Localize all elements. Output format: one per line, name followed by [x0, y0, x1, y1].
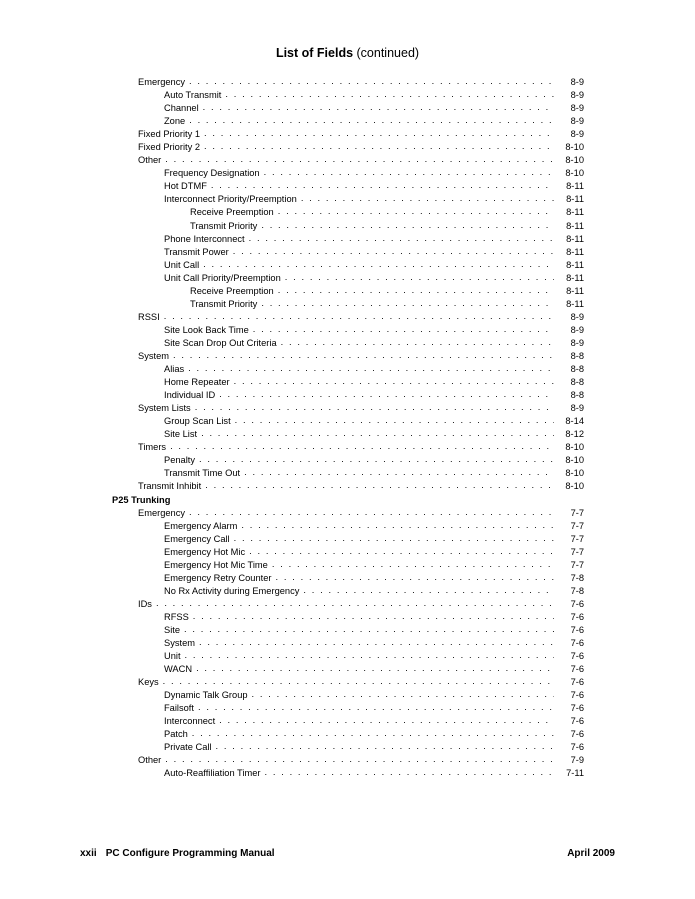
footer-date: April 2009 [567, 848, 615, 859]
toc-leader-dots [204, 140, 554, 153]
toc-entry-label: Site Scan Drop Out Criteria [164, 337, 277, 348]
toc-leader-dots [249, 232, 554, 245]
toc-entry-page-number: 8-14 [565, 416, 584, 427]
toc-entry-label: Hot DTMF [164, 181, 207, 192]
toc-leader-dots [301, 192, 554, 205]
toc-entry-label: P25 Trunking [112, 494, 171, 505]
toc-entry-label: System [138, 350, 169, 361]
table-of-contents [112, 76, 584, 781]
toc-leader-dots [173, 349, 554, 362]
toc-leader-dots [241, 519, 554, 532]
toc-entry-label: Transmit Priority [190, 220, 258, 231]
toc-entry-label: Receive Preemption [190, 207, 274, 218]
toc-entry-label: Frequency Designation [164, 168, 260, 179]
toc-entry-label: Transmit Time Out [164, 468, 241, 479]
toc-entry-page-number: 8-9 [570, 311, 584, 322]
toc-entry-page-number: 7-6 [570, 598, 584, 609]
toc-leader-dots [188, 362, 554, 375]
toc-entry-label: Unit Call Priority/Preemption [164, 272, 281, 283]
toc-entry-page-number: 7-8 [570, 585, 584, 596]
page-title-continued: (continued) [356, 46, 420, 60]
toc-entry-page-number: 8-9 [570, 403, 584, 414]
toc-leader-dots [275, 571, 554, 584]
toc-entry-page-number: 8-11 [566, 181, 584, 192]
toc-entry-page-number: 8-8 [570, 390, 584, 401]
toc-entry-page-number: 8-8 [570, 377, 584, 388]
toc-leader-dots [234, 375, 554, 388]
toc-entry-page-number: 8-9 [570, 129, 584, 140]
toc-leader-dots [261, 297, 554, 310]
toc-entry-page-number: 8-9 [570, 103, 584, 114]
toc-entry-page-number: 7-6 [570, 742, 584, 753]
toc-leader-dots [211, 179, 554, 192]
toc-leader-dots [225, 88, 554, 101]
toc-leader-dots [233, 245, 554, 258]
toc-leader-dots [216, 740, 554, 753]
toc-leader-dots [184, 623, 554, 636]
toc-entry-label: Site List [164, 429, 198, 440]
toc-entry-label: Individual ID [164, 390, 216, 401]
toc-leader-dots [170, 440, 554, 453]
toc-leader-dots [264, 166, 554, 179]
page-footer [80, 848, 615, 859]
toc-entry-label: RFSS [164, 611, 189, 622]
toc-entry-page-number: 8-11 [566, 259, 584, 270]
toc-leader-dots [189, 114, 554, 127]
toc-entry-page-number: 8-11 [566, 220, 584, 231]
toc-entry-label: Emergency Call [164, 533, 230, 544]
toc-leader-dots [235, 414, 554, 427]
toc-leader-dots [189, 75, 554, 88]
toc-entry-label: Patch [164, 729, 188, 740]
toc-leader-dots [278, 205, 554, 218]
toc-entry-page-number: 7-11 [566, 768, 584, 779]
toc-entry-page-number: 7-6 [570, 611, 584, 622]
toc-entry-label: Emergency [138, 507, 186, 518]
toc-entry-page-number: 8-10 [565, 168, 584, 179]
toc-entry-label: Interconnect Priority/Preemption [164, 194, 297, 205]
toc-entry-label: Private Call [164, 742, 212, 753]
toc-entry-label: Alias [164, 364, 185, 375]
toc-leader-dots [201, 427, 554, 440]
toc-leader-dots [189, 506, 554, 519]
toc-entry-page-number: 8-10 [565, 155, 584, 166]
toc-leader-dots [281, 336, 554, 349]
toc-entry-page-number: 7-7 [570, 533, 584, 544]
toc-entry-label: Transmit Inhibit [138, 481, 202, 492]
toc-leader-dots [264, 766, 554, 779]
toc-leader-dots [165, 153, 554, 166]
toc-entry-label: WACN [164, 664, 193, 675]
toc-leader-dots [203, 101, 554, 114]
toc-entry-label: Emergency Alarm [164, 520, 238, 531]
toc-leader-dots [165, 753, 554, 766]
toc-entry-page-number: 8-10 [565, 468, 584, 479]
toc-entry-label: Zone [164, 116, 186, 127]
toc-entry-label: Phone Interconnect [164, 233, 245, 244]
toc-entry-page-number: 7-6 [570, 624, 584, 635]
toc-leader-dots [244, 466, 554, 479]
page-title-text: List of Fields [275, 46, 354, 60]
toc-entry-page-number: 8-11 [566, 246, 584, 257]
toc-leader-dots [164, 310, 554, 323]
toc-leader-dots [156, 597, 554, 610]
toc-entry-page-number: 7-6 [570, 677, 584, 688]
toc-entry-label: Fixed Priority 2 [138, 142, 200, 153]
toc-entry-label: Fixed Priority 1 [138, 129, 200, 140]
toc-entry-page-number: 8-10 [565, 481, 584, 492]
toc-entry-page-number: 7-7 [570, 520, 584, 531]
toc-entry-page-number: 7-7 [570, 559, 584, 570]
toc-leader-dots [199, 636, 554, 649]
toc-entry-page-number: 8-10 [565, 142, 584, 153]
toc-entry-label: Transmit Priority [190, 298, 258, 309]
toc-entry-page-number: 8-11 [566, 285, 584, 296]
toc-entry-label: Dynamic Talk Group [164, 690, 248, 701]
toc-leader-dots [272, 558, 554, 571]
toc-entry-label: Site Look Back Time [164, 324, 249, 335]
toc-entry-page-number: 7-7 [570, 507, 584, 518]
toc-leader-dots [199, 453, 554, 466]
toc-leader-dots [219, 388, 554, 401]
toc-entry-page-number: 7-6 [570, 690, 584, 701]
toc-leader-dots [198, 701, 554, 714]
toc-leader-dots [278, 284, 554, 297]
toc-entry-page-number: 8-11 [566, 233, 584, 244]
toc-entry-page-number: 8-10 [565, 442, 584, 453]
toc-leader-dots [261, 219, 554, 232]
toc-entry-label: System Lists [138, 403, 191, 414]
toc-entry-label: Unit Call [164, 259, 200, 270]
toc-entry-label: Other [138, 755, 162, 766]
toc-entry-label: Auto-Reaffiliation Timer [164, 768, 261, 779]
toc-entry-page-number: 7-9 [570, 755, 584, 766]
toc-entry-page-number: 7-6 [570, 651, 584, 662]
toc-leader-dots [203, 258, 554, 271]
toc-entry-page-number: 8-11 [566, 207, 584, 218]
toc-entry-page-number: 8-10 [565, 455, 584, 466]
toc-entry-page-number: 8-11 [566, 272, 584, 283]
toc-leader-dots [205, 479, 554, 492]
toc-leader-dots [234, 532, 554, 545]
toc-entry-label: Group Scan List [164, 416, 231, 427]
toc-entry-label: System [164, 638, 195, 649]
toc-entry-label: Unit [164, 651, 181, 662]
toc-entry-page-number: 7-6 [570, 664, 584, 675]
toc-leader-dots [163, 675, 554, 688]
footer-document-title: PC Configure Programming Manual [105, 848, 275, 859]
toc-leader-dots [185, 649, 554, 662]
toc-leader-dots [285, 271, 554, 284]
toc-entry-label: Emergency Hot Mic [164, 546, 246, 557]
toc-entry[interactable] [138, 480, 584, 493]
toc-entry-label: Other [138, 155, 162, 166]
toc-entry-page-number: 8-8 [570, 364, 584, 375]
toc-entry-page-number: 8-11 [566, 194, 584, 205]
toc-entry-label: RSSI [138, 311, 160, 322]
toc-leader-dots [219, 714, 554, 727]
toc-entry-label: IDs [138, 598, 152, 609]
toc-leader-dots [249, 545, 554, 558]
toc-entry-label: No Rx Activity during Emergency [164, 585, 300, 596]
toc-leader-dots [196, 662, 554, 675]
toc-entry-label: Auto Transmit [164, 90, 222, 101]
toc-entry-page-number: 8-9 [570, 77, 584, 87]
toc-entry-page-number: 7-6 [570, 729, 584, 740]
toc-entry-page-number: 8-11 [566, 298, 584, 309]
toc-entry-page-number: 8-9 [570, 337, 584, 348]
footer-page-number: xxii [80, 848, 97, 859]
toc-entry-label: Channel [164, 103, 199, 114]
toc-entry-page-number: 8-12 [565, 429, 584, 440]
toc-entry-label: Keys [138, 677, 159, 688]
toc-entry-label: Penalty [164, 455, 196, 466]
toc-entry-page-number: 8-9 [570, 90, 584, 101]
toc-leader-dots [303, 584, 554, 597]
toc-entry-label: Interconnect [164, 716, 216, 727]
toc-entry-label: Receive Preemption [190, 285, 274, 296]
toc-entry-label: Emergency [138, 77, 186, 87]
toc-entry-page-number: 8-9 [570, 324, 584, 335]
toc-entry-label: Timers [138, 442, 167, 453]
toc-leader-dots [192, 727, 554, 740]
toc-entry-label: Transmit Power [164, 246, 229, 257]
toc-entry-page-number: 7-8 [570, 572, 584, 583]
toc-entry-label: Emergency Retry Counter [164, 572, 272, 583]
toc-leader-dots [193, 610, 554, 623]
toc-entry-page-number: 7-6 [570, 703, 584, 714]
page-title [0, 46, 695, 60]
toc-leader-dots [253, 323, 554, 336]
toc-entry-page-number: 7-7 [570, 546, 584, 557]
toc-entry[interactable] [164, 767, 584, 780]
toc-entry-label: Emergency Hot Mic Time [164, 559, 268, 570]
toc-entry-page-number: 7-6 [570, 716, 584, 727]
toc-entry-page-number: 7-6 [570, 638, 584, 649]
toc-entry-label: Site [164, 624, 181, 635]
toc-entry-page-number: 8-8 [570, 350, 584, 361]
toc-entry-label: Home Repeater [164, 377, 230, 388]
toc-leader-dots [204, 127, 554, 140]
toc-entry-label: Failsoft [164, 703, 194, 714]
toc-leader-dots [195, 401, 554, 414]
toc-entry-page-number: 8-9 [570, 116, 584, 127]
toc-leader-dots [252, 688, 554, 701]
